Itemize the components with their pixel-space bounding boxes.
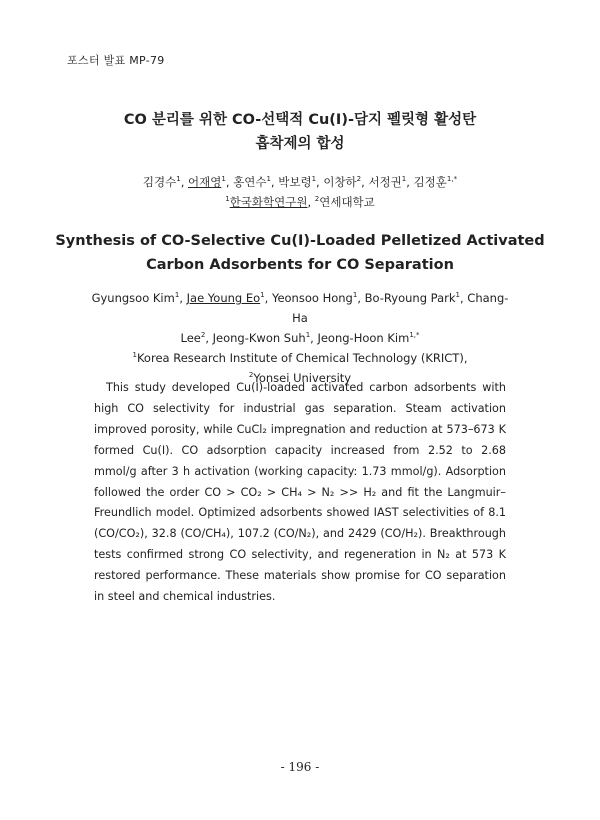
author-name: Gyungsoo Kim [91, 291, 175, 305]
author-name-presenter: 어재영 [188, 175, 222, 189]
korean-affiliation-1: 한국화학연구원 [229, 195, 308, 209]
affiliation-sup: 2 [314, 195, 320, 204]
korean-author-list [40, 172, 560, 192]
english-affiliation-1-line [90, 348, 510, 368]
author-affiliation-sup: 1,* [446, 175, 458, 184]
english-title-line2: Carbon Adsorbents for CO Separation [146, 257, 454, 273]
author-separator: , [205, 331, 213, 345]
author-affiliation-sup: 1 [352, 291, 358, 300]
author-separator: , [316, 175, 324, 189]
author-separator: , [310, 331, 318, 345]
english-title [40, 229, 560, 277]
author-name: 서정권 [368, 175, 402, 189]
author-separator: , [264, 291, 272, 305]
affiliation-sup: 1 [225, 195, 230, 204]
korean-title-line2: 흡착제의 합성 [255, 136, 345, 152]
author-name: 김경수 [142, 175, 177, 189]
page-number: - 196 - [280, 760, 320, 774]
abstract-text: This study developed Cu(I)-loaded activated carbon adsorbents with high CO selectivity for industrial gas separation. Steam activation improved porosity, while CuCl₂ impregnation and reduction at 573–673 K formed Cu(I). CO adsorption capacity increased from 2.52 to 2.68 mmol/g after 3 h activation (working capacity: 1.73 mmol/g). Adsorption followed the order CO > CO₂ > CH₄ > N₂ >> H₂ and fit the Langmuir–Freundlich model. Optimized adsorbents showed IAST selectivities of 8.1 (CO/CO₂), 32.8 (CO/CH₄), 107.2 (CO/N₂), and 2429 (CO/H₂). Breakthrough tests confirmed strong CO selectivity, and regeneration in N₂ at 573 K restored performance. These materials show promise for CO separation in steel and chemical industries. [94, 381, 506, 604]
english-author-line2 [90, 328, 510, 348]
author-name: 박보령 [278, 175, 312, 189]
author-separator: , [361, 175, 369, 189]
korean-title [40, 108, 560, 156]
korean-affiliations [40, 192, 560, 212]
author-affiliation-sup: 1 [174, 291, 180, 300]
english-author-line1 [90, 288, 510, 328]
author-separator: , [225, 175, 234, 189]
author-affiliation-sup: 2 [200, 331, 206, 340]
author-affiliation-sup: 1 [176, 175, 181, 184]
english-title-line1: Synthesis of CO-Selective Cu(I)-Loaded Pelletized Activated [55, 233, 545, 249]
author-separator: , [459, 291, 468, 305]
author-separator: , [270, 175, 279, 189]
author-affiliation-sup: 2 [356, 175, 362, 184]
english-author-block [90, 288, 510, 388]
author-name: 홍연수 [233, 175, 267, 189]
english-affiliation-2: Yonsei University [253, 371, 352, 385]
author-name: Yeonsoo Hong [271, 291, 353, 305]
affiliation-separator: , [307, 195, 315, 209]
author-affiliation-sup: 1 [260, 291, 265, 300]
author-name: Lee [180, 331, 201, 345]
korean-author-block [40, 172, 560, 212]
author-separator: , [180, 175, 189, 189]
author-separator: , [357, 291, 365, 305]
author-name: Chang-Ha [292, 291, 509, 325]
author-separator: , [179, 291, 187, 305]
poster-session-tag: 포스터 발표 MP-79 [67, 54, 165, 67]
author-affiliation-sup: 1 [305, 331, 311, 340]
author-affiliation-sup: 1 [266, 175, 271, 184]
author-name: Jeong-Kwon Suh [212, 331, 306, 345]
korean-title-line1: CO 분리를 위한 CO-선택적 Cu(I)-담지 펠릿형 활성탄 [123, 112, 477, 128]
author-affiliation-sup: 1 [455, 291, 460, 300]
author-affiliation-sup: 1 [311, 175, 317, 184]
author-name: 이창하 [323, 175, 357, 189]
author-name-presenter: Jae Young Eo [186, 291, 261, 305]
author-affiliation-sup: 1 [221, 175, 226, 184]
affiliation-sup: 2 [248, 371, 254, 380]
affiliation-sup: 1 [132, 351, 137, 360]
english-affiliation-1: Korea Research Institute of Chemical Technology (KRICT), [136, 351, 468, 365]
author-name: Jeong-Hoon Kim [317, 331, 410, 345]
author-separator: , [406, 175, 414, 189]
author-name: Bo-Ryoung Park [364, 291, 456, 305]
korean-affiliation-2: 연세대학교 [319, 195, 375, 209]
author-name: 김정훈 [413, 175, 447, 189]
author-affiliation-sup: 1,* [409, 331, 420, 340]
author-affiliation-sup: 1 [401, 175, 407, 184]
